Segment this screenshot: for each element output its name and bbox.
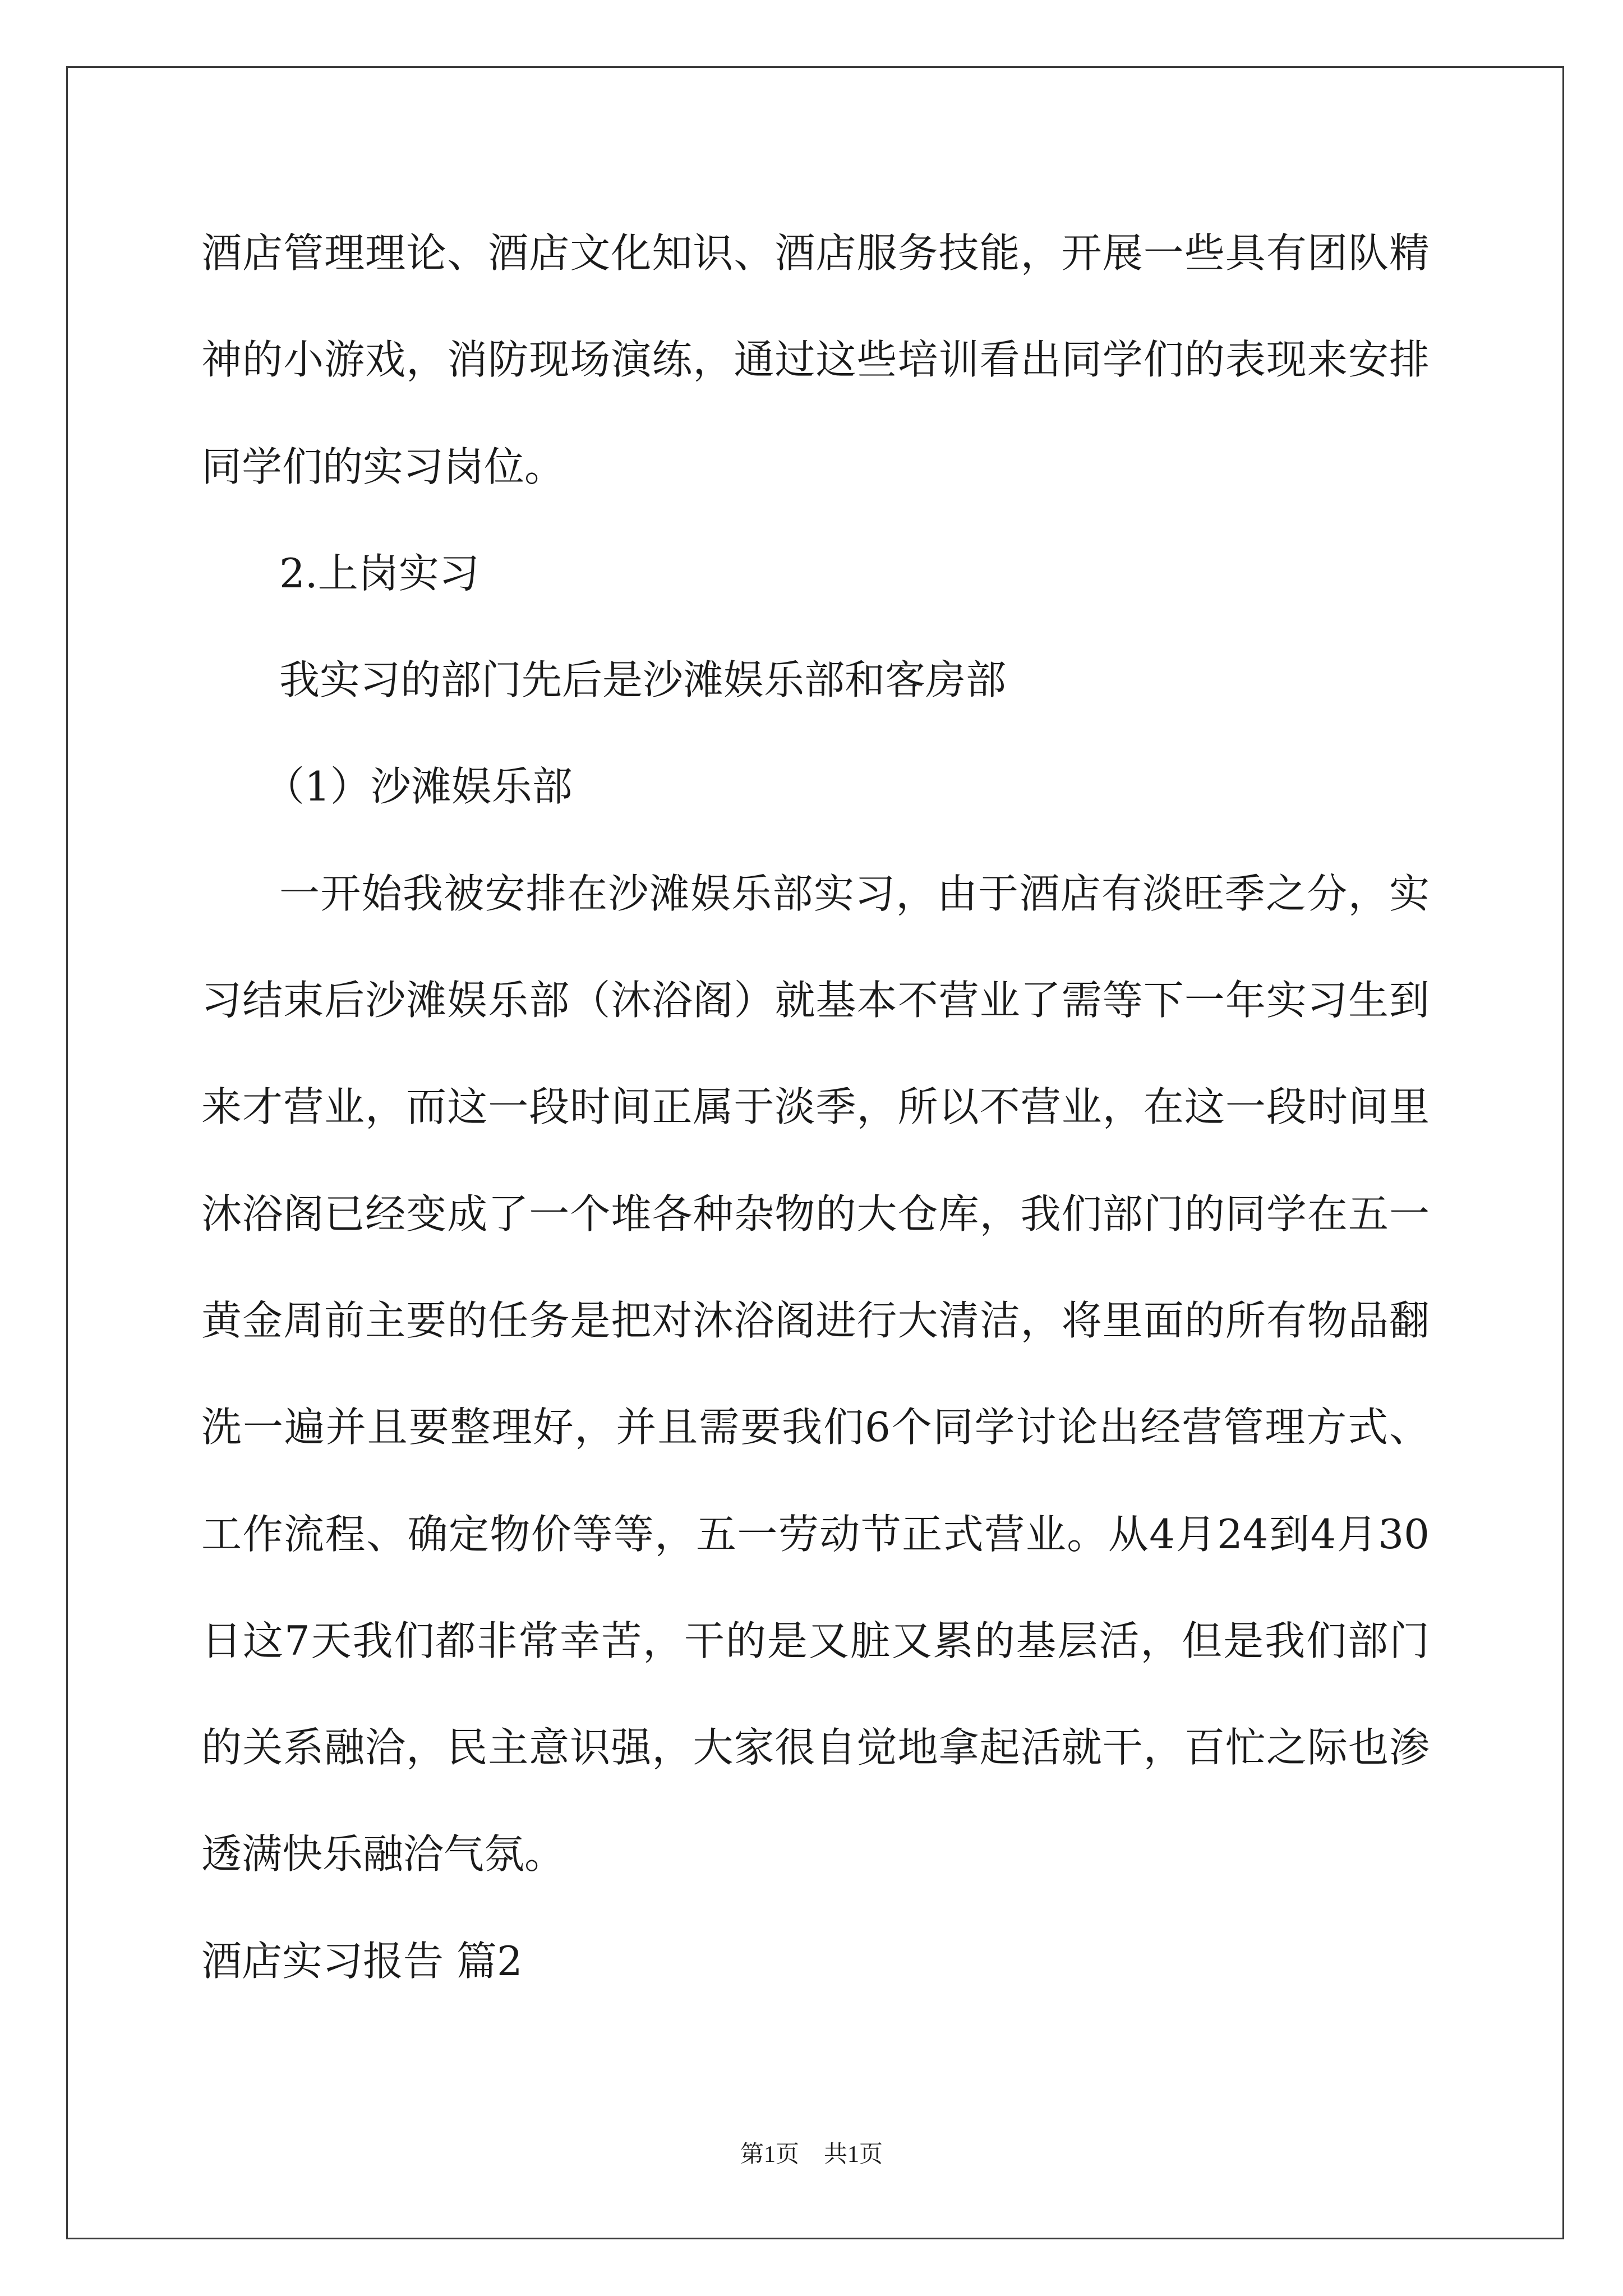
page-total: 共1页 xyxy=(824,2142,883,2168)
subsection-title xyxy=(201,520,1430,627)
body-line: 日这7天我们都非常幸苦，干的是又脏又累的基层活，但是我们部门 xyxy=(201,1617,1430,1664)
body-line: 神的小游戏，消防现场演练，通过这些培训看出同学们的表现来安排 xyxy=(201,336,1430,384)
body-line: 2.上岗实习 xyxy=(279,549,479,597)
body-line: 沐浴阁已经变成了一个堆各种杂物的大仓库，我们部门的同学在五一 xyxy=(201,1190,1430,1237)
body-line: 同学们的实习岗位。 xyxy=(201,443,565,490)
body-line: 透满快乐融洽气氛。 xyxy=(201,1830,565,1878)
body-line: （1）沙滩娱乐部 xyxy=(264,763,573,811)
body-line: 酒店管理理论、酒店文化知识、酒店服务技能，开展一些具有团队精 xyxy=(201,229,1430,277)
page-number: 第1页 xyxy=(740,2142,799,2168)
body-line: 黄金周前主要的任务是把对沐浴阁进行大清洁，将里面的所有物品翻 xyxy=(201,1296,1430,1344)
paragraph xyxy=(201,627,1430,733)
subsection-item-title xyxy=(201,733,1430,840)
body-line: 工作流程、确定物价等等，五一劳动节正式营业。从4月24到4月30 xyxy=(201,1510,1430,1558)
body-line: 的关系融洽，民主意识强，大家很自觉地拿起活就干，百忙之际也渗 xyxy=(201,1724,1430,1772)
body-line: 习结束后沙滩娱乐部（沐浴阁）就基本不营业了需等下一年实习生到 xyxy=(201,977,1430,1024)
body-line: 来才营业，而这一段时间正属于淡季，所以不营业，在这一段时间里 xyxy=(201,1083,1430,1131)
section-heading: 酒店实习报告 篇2 xyxy=(201,1937,523,1985)
document-body xyxy=(201,200,1430,2014)
paragraph xyxy=(201,840,1430,1908)
body-line: 一开始我被安排在沙滩娱乐部实习，由于酒店有淡旺季之分，实 xyxy=(279,869,1430,917)
body-line: 洗一遍并且要整理好，并且需要我们6个同学讨论出经营管理方式、 xyxy=(201,1404,1430,1451)
paragraph xyxy=(201,200,1430,520)
body-line: 我实习的部门先后是沙滩娱乐部和客房部 xyxy=(279,656,1007,704)
page-footer xyxy=(0,2139,1623,2170)
